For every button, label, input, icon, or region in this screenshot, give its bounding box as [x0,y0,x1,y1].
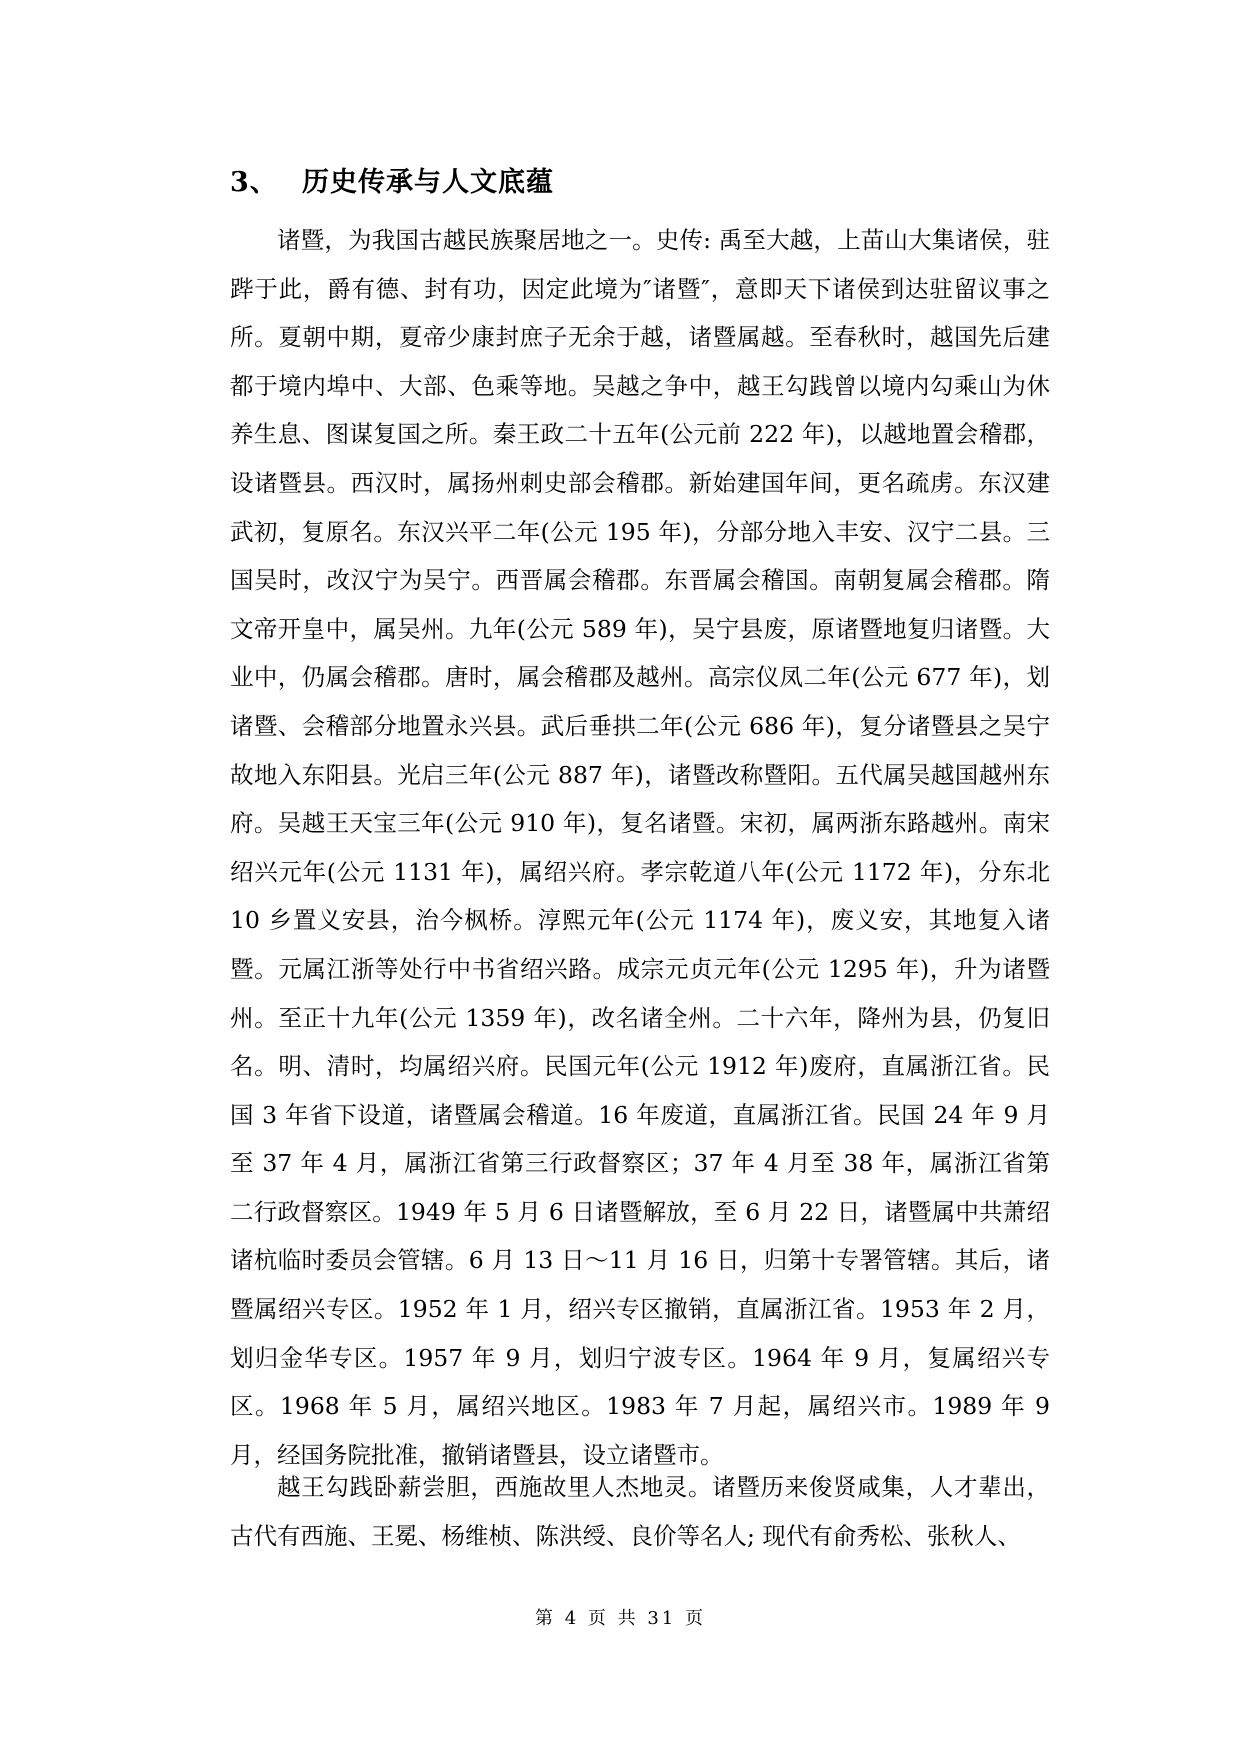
body-paragraph-history: 诸暨，为我国古越民族聚居地之一。史传: 禹至大越，上苗山大集诸侯，驻跸于此，爵有德、封有功，因定此境为″诸暨″，意即天下诸侯到达驻留议事之所。夏朝中期，夏帝少康封庶子无余于越，诸暨属越。至春秋时，越国先后建都于境内埠中、大部、色乘等地。吴越之争中，越王勾践曾以境内勾乘山为休养生息、图谋复国之所。秦王政二十五年(公元前 222 年)，以越地置会稽郡，设诸暨县。西汉时，属扬州刺史部会稽郡。新始建国年间，更名疏虏。东汉建武初，复原名。东汉兴平二年(公元 195 年)，分部分地入丰安、汉宁二县。三国吴时，改汉宁为吴宁。西晋属会稽郡。东晋属会稽国。南朝复属会稽郡。隋文帝开皇中，属吴州。九年(公元 589 年)，吴宁县废，原诸暨地复归诸暨。大业中，仍属会稽郡。唐时，属会稽郡及越州。高宗仪凤二年(公元 677 年)，划诸暨、会稽部分地置永兴县。武后垂拱二年(公元 686 年)，复分诸暨县之吴宁故地入东阳县。光启三年(公元 887 年)，诸暨改称暨阳。五代属吴越国越州东府。吴越王天宝三年(公元 910 年)，复名诸暨。宋初，属两浙东路越州。南宋绍兴元年(公元 1131 年)，属绍兴府。孝宗乾道八年(公元 1172 年)，分东北 10 乡置义安县，治今枫桥。淳熙元年(公元 1174 年)，废义安，其地复入诸暨。元属江浙等处行中书省绍兴路。成宗元贞元年(公元 1295 年)，升为诸暨州。至正十九年(公元 1359 年)，改名诸全州。二十六年，降州为县，仍复旧名。明、清时，均属绍兴府。民国元年(公元 1912 年)废府，直属浙江省。民国 3 年省下设道，诸暨属会稽道。16 年废道，直属浙江省。民国 24 年 9 月至 37 年 4 月，属浙江省第三行政督察区；37 年 4 月至 38 年，属浙江省第二行政督察区。1949 年 5 月 6 日诸暨解放，至 6 月 22 日，诸暨属中共萧绍诸杭临时委员会管辖。6 月 13 日～11 月 16 日，归第十专署管辖。其后，诸暨属绍兴专区。1952 年 1 月，绍兴专区撤销，直属浙江省。1953 年 2 月，划归金华专区。1957 年 9 月，划归宁波专区。1964 年 9 月，复属绍兴专区。1968 年 5 月，属绍兴地区。1983 年 7 月起，属绍兴市。1989 年 9 月，经国务院批准，撤销诸暨县，设立诸暨市。 [230,226,1050,1469]
section-number: 3、 [230,167,278,198]
body-paragraph-notable-people: 越王勾践卧薪尝胆，西施故里人杰地灵。诸暨历来俊贤咸集，人才辈出，古代有西施、王冕、杨维桢、陈洪绶、良价等名人; 现代有俞秀松、张秋人、 [230,1473,1050,1550]
page-footer: 第 4 页 共 31 页 [535,1608,706,1629]
section-title: 历史传承与人文底蕴 [302,167,554,198]
section-heading [230,163,554,203]
